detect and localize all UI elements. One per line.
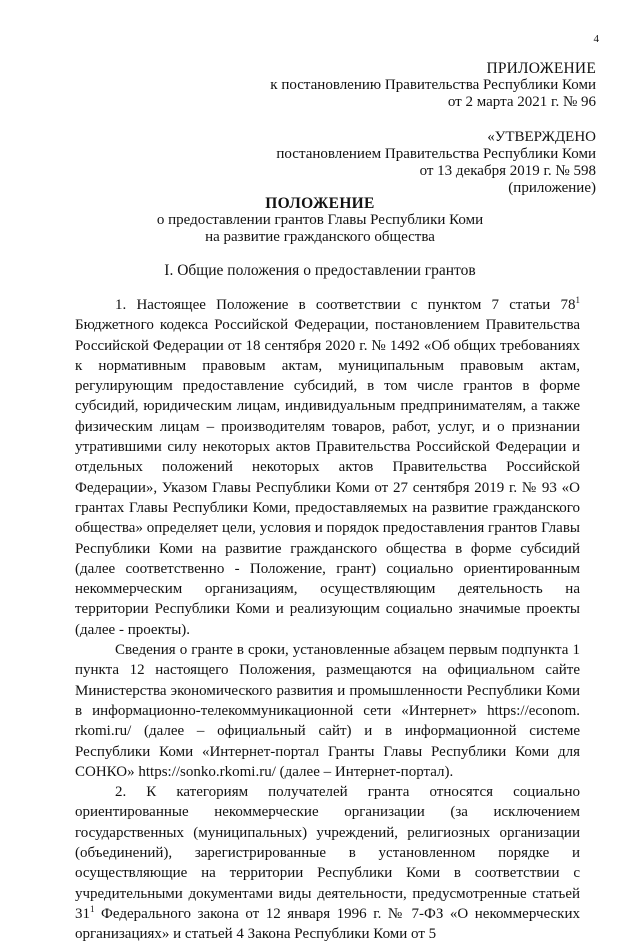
approved-block xyxy=(276,129,596,197)
paragraph-2: Сведения о гранте в сроки, установленные абзацем первым подпункта 1 пункта 12 настоящего Положения, размещаются на официальном сайте Министерства экономического развития и промышленности Республики Коми в информационно-телекоммуникационной сети «Интернет» https://econom. rkomi.ru/ (далее – официальный сайт) и в информационной системе Республики Коми «Интернет-портал Гранты Главы Республики Коми для СОНКО» https://sonko.rkomi.ru/ (далее – Интернет-портал). xyxy=(75,642,580,780)
document-subtitle-line2: на развитие гражданского общества xyxy=(205,229,435,245)
approved-date: от 13 декабря 2019 г. № 598 xyxy=(419,163,596,179)
document-title-block xyxy=(0,195,640,246)
appendix-resolution: к постановлению Правительства Республики Коми xyxy=(270,77,596,93)
section-heading: I. Общие положения о предоставлении грантов xyxy=(164,262,476,279)
appendix-heading: ПРИЛОЖЕНИЕ xyxy=(486,60,596,77)
paragraph-1 xyxy=(75,295,580,640)
appendix-block xyxy=(270,60,596,111)
paragraph-3-text-b: Федерального закона от 12 января 1996 г. № 7-ФЗ «О некоммерческих организациях» и статьей 4 Закона Республики Коми от 5 xyxy=(75,905,580,943)
paragraph-1-text-a: 1. Настоящее Положение в соответствии с пунктом 7 статьи 78 xyxy=(115,297,576,313)
approved-heading: «УТВЕРЖДЕНО xyxy=(487,129,596,145)
paragraph-3-text-a: 2. К категориям получателей гранта относятся социально ориентированные некоммерческие организации (за исключением государственных (муниципальных) учреждений, религиозных организации (объединений), зарегистрированные в установленном порядке и осуществляющие на территории Республики Коми в соответствии с учредительными документами виды деятельности, предусмотренные статьей 31 xyxy=(75,784,580,922)
paragraph-1-text-b: Бюджетного кодекса Российской Федерации, постановлением Правительства Российской Федерации от 18 сентября 2020 г. № 1492 «Об общих требованиях к нормативным правовым актам, муниципальным правовым актам, регулирующим предоставление субсидий, в том числе грантов в форме субсидий, юридическим лицам, индивидуальным предпринимателям, а также физическим лицам – производителям товаров, работ, услуг, и о признании утратившими силу некоторых актов Правительства Российской Федерации и отдельных положений некоторых актов Правительства Российской Федерации», Указом Главы Республики Коми от 27 сентября 2019 г. № 93 «О грантах Главы Республики Коми, предоставляемых на развитие гражданского общества» определяет цели, условия и порядок предоставления грантов Главы Республики Коми на развитие гражданского общества в форме субсидий (далее соответственно - Положение, грант) социально ориентированным некоммерческим организациям, осуществляющим деятельность на территории Республики Коми и реализующим социально значимые проекты (далее - проекты). xyxy=(75,317,580,638)
paragraph-1-superscript: 1 xyxy=(575,295,580,305)
page-number: 4 xyxy=(593,33,599,45)
document-title: ПОЛОЖЕНИЕ xyxy=(265,195,375,212)
approved-note: (приложение) xyxy=(508,180,596,196)
document-subtitle-line1: о предоставлении грантов Главы Республики Коми xyxy=(156,212,484,228)
approved-resolution: постановлением Правительства Республики Коми xyxy=(276,146,596,162)
appendix-date: от 2 марта 2021 г. № 96 xyxy=(447,94,596,110)
paragraph-3-superscript: 1 xyxy=(90,903,95,914)
document-body xyxy=(75,295,580,945)
paragraph-3 xyxy=(75,782,580,944)
